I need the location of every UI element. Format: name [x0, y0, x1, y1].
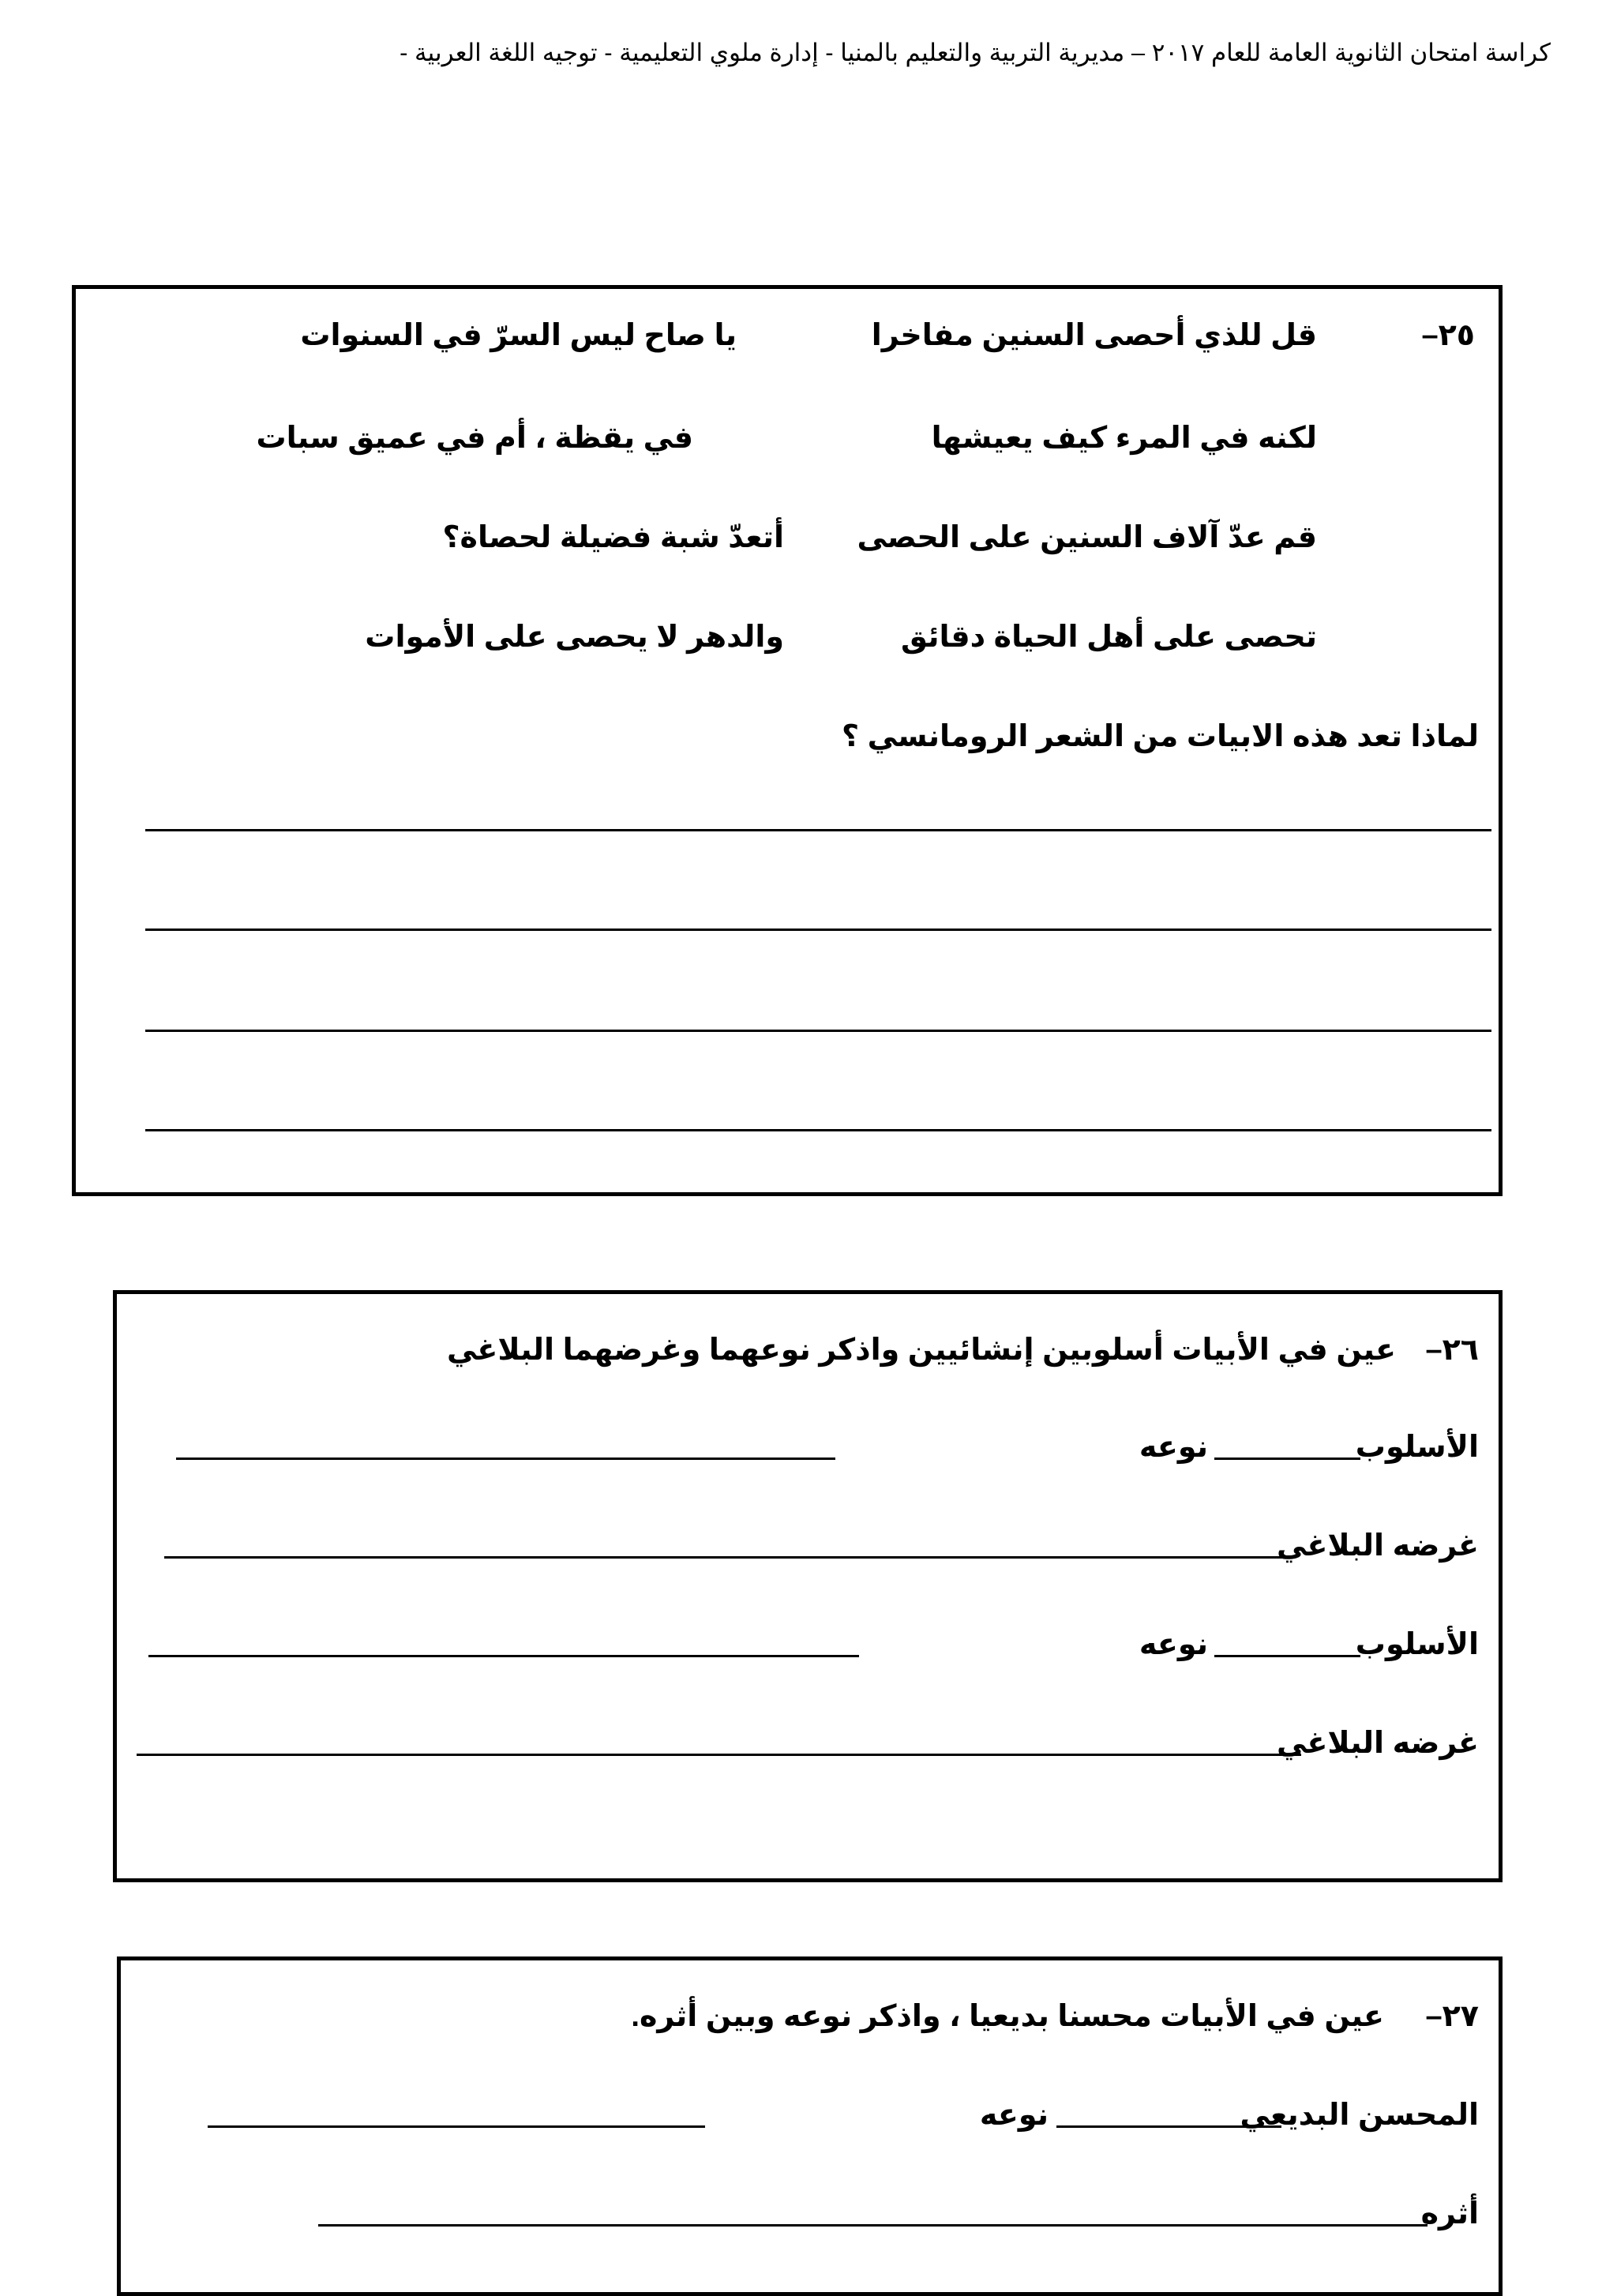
question-number: ٢٥– [1421, 319, 1475, 352]
device-answer-line[interactable] [1056, 2125, 1281, 2128]
purpose-answer-line[interactable] [164, 1556, 1289, 1559]
question-25-prompt: لماذا تعد هذه الابيات من الشعر الرومانسي ؟ [842, 720, 1479, 753]
verse-3-first-hemistich: قم عدّ آلاف السنين على الحصى [857, 521, 1317, 554]
answer-line[interactable] [145, 929, 1491, 931]
device-label: المحسن البديعي [1240, 2099, 1479, 2132]
style-answer-line[interactable] [1214, 1655, 1360, 1657]
question-27-prompt: عين في الأبيات محسنا بديعيا ، واذكر نوعه وبين أثره. [631, 2000, 1384, 2033]
type-label: نوعه [1139, 1431, 1208, 1464]
verse-2-second-hemistich: في يقظة ، أم في عميق سبات [256, 422, 693, 455]
verse-4-second-hemistich: والدهر لا يحصى على الأموات [365, 621, 784, 654]
question-26-box [113, 1290, 1503, 1882]
type-answer-line[interactable] [148, 1655, 859, 1657]
verse-1-first-hemistich: قل للذي أحصى السنين مفاخرا [871, 319, 1317, 352]
style-label: الأسلوب [1355, 1628, 1479, 1661]
style-answer-line[interactable] [1214, 1458, 1360, 1460]
answer-line[interactable] [145, 1129, 1491, 1131]
effect-answer-line[interactable] [318, 2224, 1428, 2227]
verse-4-first-hemistich: تحصى على أهل الحياة دقائق [900, 621, 1317, 654]
answer-line[interactable] [145, 1030, 1491, 1032]
answer-line[interactable] [145, 829, 1491, 831]
question-25-box [72, 285, 1503, 1196]
verse-2-first-hemistich: لكنه في المرء كيف يعيشها [931, 422, 1317, 455]
type-answer-line[interactable] [208, 2125, 705, 2128]
type-label: نوعه [1139, 1628, 1208, 1661]
question-number: ٢٧– [1425, 2000, 1479, 2033]
type-answer-line[interactable] [176, 1458, 835, 1460]
question-27-box [117, 1956, 1503, 2296]
verse-1-second-hemistich: يا صاح ليس السرّ في السنوات [300, 319, 737, 352]
page-header: كراسة امتحان الثانوية العامة للعام ٢٠١٧ – مديرية التربية والتعليم بالمنيا - إدارة ملوي التعليمية - توجيه اللغة العربية - [400, 39, 1551, 66]
question-26-prompt: عين في الأبيات أسلوبين إنشائيين واذكر نوعهما وغرضهما البلاغي [446, 1334, 1396, 1367]
purpose-label: غرضه البلاغي [1277, 1727, 1479, 1760]
question-number: ٢٦– [1425, 1334, 1479, 1367]
purpose-label: غرضه البلاغي [1277, 1529, 1479, 1563]
verse-3-second-hemistich: أتعدّ شبة فضيلة لحصاة؟ [442, 521, 784, 554]
style-label: الأسلوب [1355, 1431, 1479, 1464]
type-label: نوعه [979, 2099, 1049, 2132]
purpose-answer-line[interactable] [137, 1754, 1301, 1756]
effect-label: أثره [1420, 2197, 1479, 2230]
